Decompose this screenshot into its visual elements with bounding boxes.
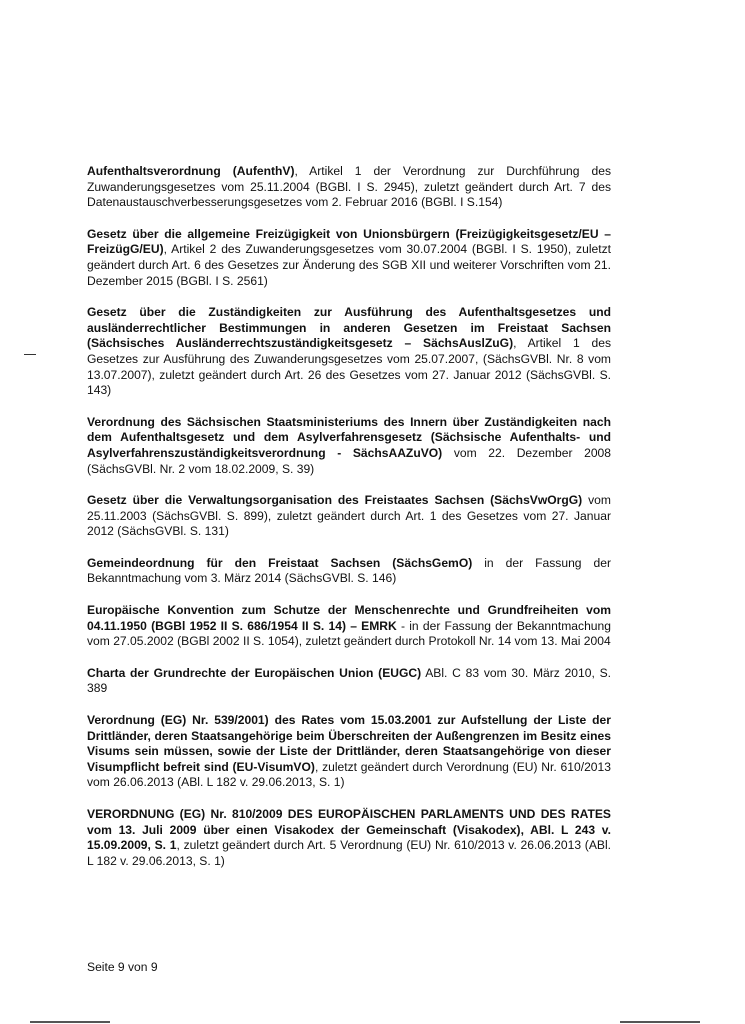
- law-reference: [87, 415, 611, 477]
- law-reference: [87, 556, 611, 587]
- law-title: Gesetz über die Verwaltungsorganisation des Freistaates Sachsen (SächsVwOrgG): [87, 493, 583, 508]
- scan-artifact: [30, 1021, 110, 1023]
- law-details: ABl. C 83 vom 30. März 2010, S. 389: [87, 665, 611, 696]
- law-details: , zuletzt geändert durch Verordnung (EU) Nr. 610/2013 vom 26.06.2013 (ABl. L 182 v. 29.06.2013, S. 1): [87, 759, 611, 790]
- law-details: vom 25.11.2003 (SächsGVBl. S. 899), zuletzt geändert durch Art. 1 des Gesetzes vom 27. Januar 2012 (SächsGVBl. S. 131): [87, 493, 611, 539]
- law-reference: [87, 713, 611, 791]
- law-title: Gemeindeordnung für den Freistaat Sachsen (SächsGemO): [87, 555, 473, 570]
- law-title: Gesetz über die allgemeine Freizügigkeit von Unionsbürgern (Freizügigkeitsgesetz/EU – FreizügG/EU): [87, 226, 611, 257]
- law-reference: [87, 227, 611, 289]
- law-title: Aufenthaltsverordnung (AufenthV): [87, 164, 295, 178]
- law-reference: [87, 164, 611, 211]
- law-title: Europäische Konvention zum Schutze der Menschenrechte und Grundfreiheiten vom 04.11.1950 (BGBl 1952 II S. 686/1954 II S. 14) – EMRK: [87, 603, 611, 633]
- law-details: - in der Fassung der Bekanntmachung vom 27.05.2002 (BGBl 2002 II S. 1054), zuletzt geändert durch Protokoll Nr. 14 vom 13. Mai 2004: [87, 618, 611, 649]
- scan-artifact: [620, 1021, 700, 1023]
- law-reference: [87, 305, 611, 399]
- law-title: Gesetz über die Zuständigkeiten zur Ausführung des Aufenthaltsgesetzes und ausländerrechtlicher Bestimmungen in anderen Gesetzen im Freistaat Sachsen (Sächsisches Ausländerrechtszuständigkeitsgesetz – SächsAuslZuG): [87, 305, 611, 351]
- law-reference: [87, 493, 611, 540]
- law-details: , Artikel 2 des Zuwanderungsgesetzes vom 30.07.2004 (BGBl. I S. 1950), zuletzt geändert durch Art. 6 des Gesetzes zur Änderung des SGB XII und weiterer Vorschriften vom 21. Dezember 2015 (BGBl. I S. 2561): [87, 242, 611, 288]
- law-title: Verordnung (EG) Nr. 539/2001) des Rates vom 15.03.2001 zur Aufstellung der Liste der Drittländer, deren Staatsangehörige beim Überschreiten der Außengrenzen im Besitz eines Visums sein müssen, sowie der Liste der Drittländer, deren Staatsangehörige von dieser Visumpflicht befreit sind (EU-VisumVO): [87, 713, 611, 774]
- law-details: in der Fassung der Bekanntmachung vom 3. März 2014 (SächsGVBl. S. 146): [87, 555, 611, 586]
- law-title: Verordnung des Sächsischen Staatsministeriums des Innern über Zuständigkeiten nach dem Aufenthaltsgesetz und dem Asylverfahrensgesetz (Sächsische Aufenthalts- und Asylverfahrenszuständigkeitsverordnung - SächsAAZuVO): [87, 414, 611, 460]
- law-details: , zuletzt geändert durch Art. 5 Verordnung (EU) Nr. 610/2013 v. 26.06.2013 (ABl. L 182 v. 29.06.2013, S. 1): [87, 838, 612, 868]
- law-details: , Artikel 1 des Gesetzes zur Ausführung des Zuwanderungsgesetzes vom 25.07.2007, (SächsGVBl. Nr. 8 vom 13.07.2007), zuletzt geändert durch Art. 26 des Gesetzes vom 27. Januar 2012 (SächsGVBl. S. 143): [87, 336, 611, 398]
- law-title: VERORDNUNG (EG) Nr. 810/2009 DES EUROPÄISCHEN PARLAMENTS UND DES RATES vom 13. Juli 2009 über einen Visakodex der Gemeinschaft (Visakodex), ABl. L 243 v. 15.09.2009, S. 1: [87, 807, 611, 853]
- law-reference: [87, 666, 611, 697]
- law-reference: [87, 807, 611, 869]
- law-reference-list: [87, 164, 611, 885]
- law-title: Charta der Grundrechte der Europäischen Union (EUGC): [87, 665, 422, 680]
- law-details: , Artikel 1 der Verordnung zur Durchführung des Zuwanderungsgesetzes vom 25.11.2004 (BGBl. I S. 2945), zuletzt geändert durch Art. 7 des Datenaustauschverbesserungsgesetzes vom 2. Februar 2016 (BGBl. I S.154): [87, 164, 611, 210]
- law-reference: [87, 603, 611, 650]
- law-details: vom 22. Dezember 2008 (SächsGVBl. Nr. 2 vom 18.02.2009, S. 39): [87, 445, 611, 476]
- margin-mark: [24, 354, 36, 355]
- page-number: Seite 9 von 9: [87, 960, 158, 974]
